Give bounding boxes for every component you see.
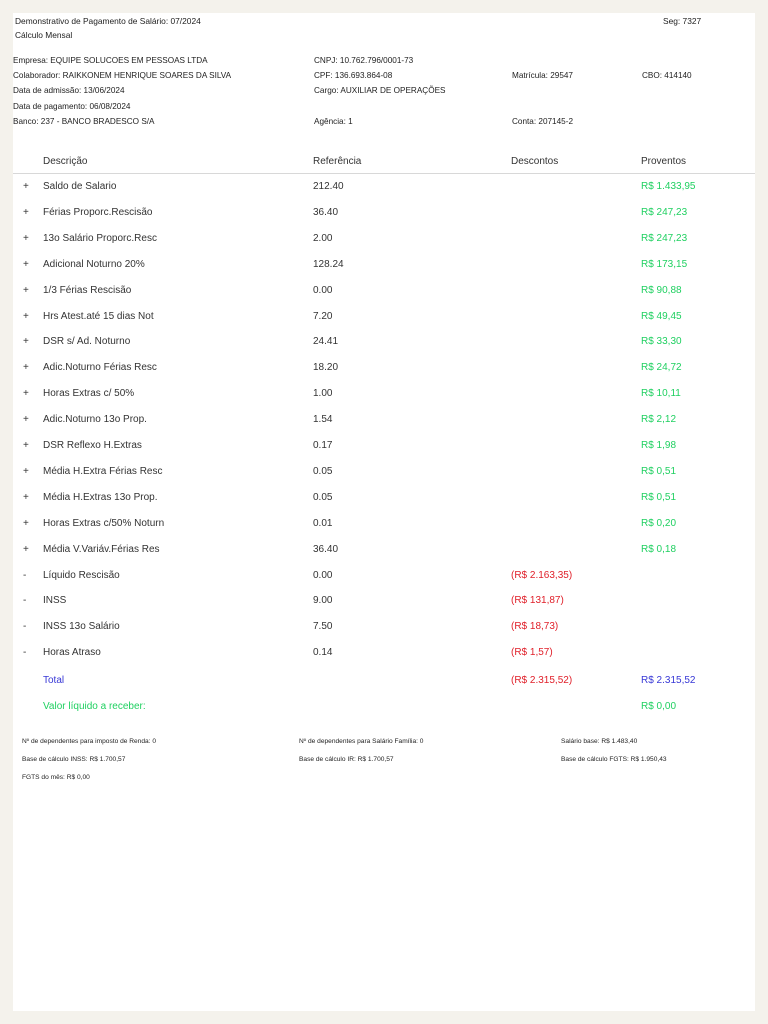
total-label: Total xyxy=(43,675,65,686)
row-referencia: 24.41 xyxy=(313,336,339,348)
table-row xyxy=(13,570,755,596)
row-referencia: 128.24 xyxy=(313,258,344,270)
row-referencia: 7.20 xyxy=(313,310,333,322)
fgts-mes: FGTS do mês: R$ 0,00 xyxy=(22,774,90,781)
row-provento: R$ 24,72 xyxy=(641,362,682,374)
row-descricao: Média H.Extra Férias Resc xyxy=(43,465,163,477)
row-provento: R$ 49,45 xyxy=(641,310,682,322)
row-sign: - xyxy=(23,595,27,607)
row-referencia: 9.00 xyxy=(313,595,333,607)
table-row xyxy=(13,362,755,388)
row-provento: R$ 33,30 xyxy=(641,336,682,348)
row-descricao: Adic.Noturno 13o Prop. xyxy=(43,414,147,426)
row-provento: R$ 2,12 xyxy=(641,414,677,426)
row-referencia: 0.00 xyxy=(313,284,333,296)
row-referencia: 18.20 xyxy=(313,362,339,374)
row-descricao: Adic.Noturno Férias Resc xyxy=(43,362,157,374)
table-row xyxy=(13,647,755,673)
row-referencia: 0.17 xyxy=(313,440,333,451)
salario-base: Salário base: R$ 1.483,40 xyxy=(561,738,638,745)
empresa: Empresa: EQUIPE SOLUCOES EM PESSOAS LTDA xyxy=(13,56,208,65)
row-sign: + xyxy=(23,440,29,451)
row-descricao: Horas Extras c/ 50% xyxy=(43,388,135,400)
row-referencia: 1.54 xyxy=(313,414,333,426)
table-row xyxy=(13,621,755,647)
row-provento: R$ 1,98 xyxy=(641,440,677,451)
row-sign: - xyxy=(23,569,27,581)
table-row xyxy=(13,492,755,518)
row-sign: + xyxy=(23,388,29,400)
row-sign: - xyxy=(23,647,27,659)
table-row xyxy=(13,181,755,207)
row-descricao: INSS 13o Salário xyxy=(43,621,120,633)
document-subtitle: Cálculo Mensal xyxy=(15,30,73,40)
column-header-descricao: Descrição xyxy=(43,156,88,167)
row-provento: R$ 10,11 xyxy=(641,388,681,400)
table-row xyxy=(13,388,755,414)
row-provento: R$ 0,51 xyxy=(641,465,677,477)
row-sign: + xyxy=(23,310,29,322)
banco: Banco: 237 - BANCO BRADESCO S/A xyxy=(13,117,155,126)
row-provento: R$ 0,20 xyxy=(641,517,677,529)
data-pagamento: Data de pagamento: 06/08/2024 xyxy=(13,102,131,111)
row-sign: + xyxy=(23,284,29,296)
row-descricao: DSR Reflexo H.Extras xyxy=(43,440,142,451)
table-row xyxy=(13,336,755,362)
row-sign: + xyxy=(23,181,29,192)
base-calculo-inss: Base de cálculo INSS: R$ 1.700,57 xyxy=(22,756,126,763)
data-admissao: Data de admissão: 13/06/2024 xyxy=(13,86,125,95)
row-sign: - xyxy=(23,621,27,633)
seg-number: Seg: 7327 xyxy=(663,16,702,26)
agencia: Agência: 1 xyxy=(314,117,353,126)
base-calculo-fgts: Base de cálculo FGTS: R$ 1.950,43 xyxy=(561,756,667,763)
table-row xyxy=(13,595,755,621)
table-row xyxy=(13,544,755,570)
row-sign: + xyxy=(23,258,29,270)
row-referencia: 36.40 xyxy=(313,543,339,555)
row-referencia: 0.14 xyxy=(313,647,333,659)
row-sign: + xyxy=(23,336,29,348)
row-sign: + xyxy=(23,206,29,218)
table-row xyxy=(13,285,755,311)
row-provento: R$ 0,18 xyxy=(641,543,677,555)
row-descricao: 1/3 Férias Rescisão xyxy=(43,284,132,296)
row-descricao: Saldo de Salario xyxy=(43,181,117,192)
row-desconto: (R$ 2.163,35) xyxy=(511,569,573,581)
row-sign: + xyxy=(23,543,29,555)
cpf: CPF: 136.693.864-08 xyxy=(314,71,393,80)
row-descricao: Líquido Rescisão xyxy=(43,569,120,581)
table-row xyxy=(13,414,755,440)
dependentes-salario-familia: Nº de dependentes para Salário Família: 0 xyxy=(299,738,424,745)
row-descricao: Média V.Variáv.Férias Res xyxy=(43,543,160,555)
row-provento: R$ 247,23 xyxy=(641,232,688,244)
row-referencia: 0.05 xyxy=(313,465,333,477)
row-descricao: Hrs Atest.até 15 dias Not xyxy=(43,310,154,322)
payslip-document xyxy=(13,13,755,1011)
row-referencia: 0.05 xyxy=(313,491,333,503)
colaborador: Colaborador: RAIKKONEM HENRIQUE SOARES DA SILVA xyxy=(13,71,232,80)
row-referencia: 7.50 xyxy=(313,621,333,633)
document-title: Demonstrativo de Pagamento de Salário: 07/2024 xyxy=(15,16,201,26)
row-referencia: 1.00 xyxy=(313,388,333,400)
row-sign: + xyxy=(23,362,29,374)
total-row xyxy=(13,675,755,701)
header-divider xyxy=(13,173,755,174)
row-desconto: (R$ 131,87) xyxy=(511,595,564,607)
row-descricao: DSR s/ Ad. Noturno xyxy=(43,336,131,348)
row-sign: + xyxy=(23,232,29,244)
row-referencia: 0.01 xyxy=(313,517,333,529)
row-referencia: 36.40 xyxy=(313,206,339,218)
table-row xyxy=(13,466,755,492)
row-sign: + xyxy=(23,517,29,529)
total-proventos: R$ 2.315,52 xyxy=(641,675,696,686)
cnpj: CNPJ: 10.762.796/0001-73 xyxy=(314,56,414,65)
row-descricao: 13o Salário Proporc.Resc xyxy=(43,232,157,244)
row-sign: + xyxy=(23,414,29,426)
table-row xyxy=(13,440,755,466)
row-descricao: Horas Extras c/50% Noturn xyxy=(43,517,165,529)
table-row xyxy=(13,311,755,337)
table-row xyxy=(13,518,755,544)
row-descricao: Adicional Noturno 20% xyxy=(43,258,145,270)
column-header-descontos: Descontos xyxy=(511,156,559,167)
row-sign: + xyxy=(23,465,29,477)
row-descricao: INSS xyxy=(43,595,67,607)
liquido-label: Valor líquido a receber: xyxy=(43,701,146,712)
liquido-value: R$ 0,00 xyxy=(641,701,677,712)
row-provento: R$ 247,23 xyxy=(641,206,688,218)
column-header-proventos: Proventos xyxy=(641,156,687,167)
row-descricao: Horas Atraso xyxy=(43,647,101,659)
matricula: Matrícula: 29547 xyxy=(512,71,573,80)
row-provento: R$ 0,51 xyxy=(641,491,677,503)
column-header-referencia: Referência xyxy=(313,156,362,167)
total-descontos: (R$ 2.315,52) xyxy=(511,675,573,686)
table-row xyxy=(13,207,755,233)
table-row xyxy=(13,259,755,285)
row-provento: R$ 173,15 xyxy=(641,258,688,270)
row-sign: + xyxy=(23,491,29,503)
row-desconto: (R$ 18,73) xyxy=(511,621,559,633)
row-referencia: 212.40 xyxy=(313,181,344,192)
base-calculo-ir: Base de cálculo IR: R$ 1.700,57 xyxy=(299,756,394,763)
cbo: CBO: 414140 xyxy=(642,71,692,80)
row-descricao: Férias Proporc.Rescisão xyxy=(43,206,153,218)
row-descricao: Média H.Extras 13o Prop. xyxy=(43,491,158,503)
conta: Conta: 207145-2 xyxy=(512,117,573,126)
row-referencia: 2.00 xyxy=(313,232,333,244)
cargo: Cargo: AUXILIAR DE OPERAÇÕES xyxy=(314,86,446,95)
row-provento: R$ 1.433,95 xyxy=(641,181,696,192)
liquido-row xyxy=(13,701,755,727)
table-row xyxy=(13,233,755,259)
row-desconto: (R$ 1,57) xyxy=(511,647,553,659)
dependentes-ir: Nº de dependentes para imposto de Renda: 0 xyxy=(22,738,157,745)
row-referencia: 0.00 xyxy=(313,569,333,581)
row-provento: R$ 90,88 xyxy=(641,284,682,296)
